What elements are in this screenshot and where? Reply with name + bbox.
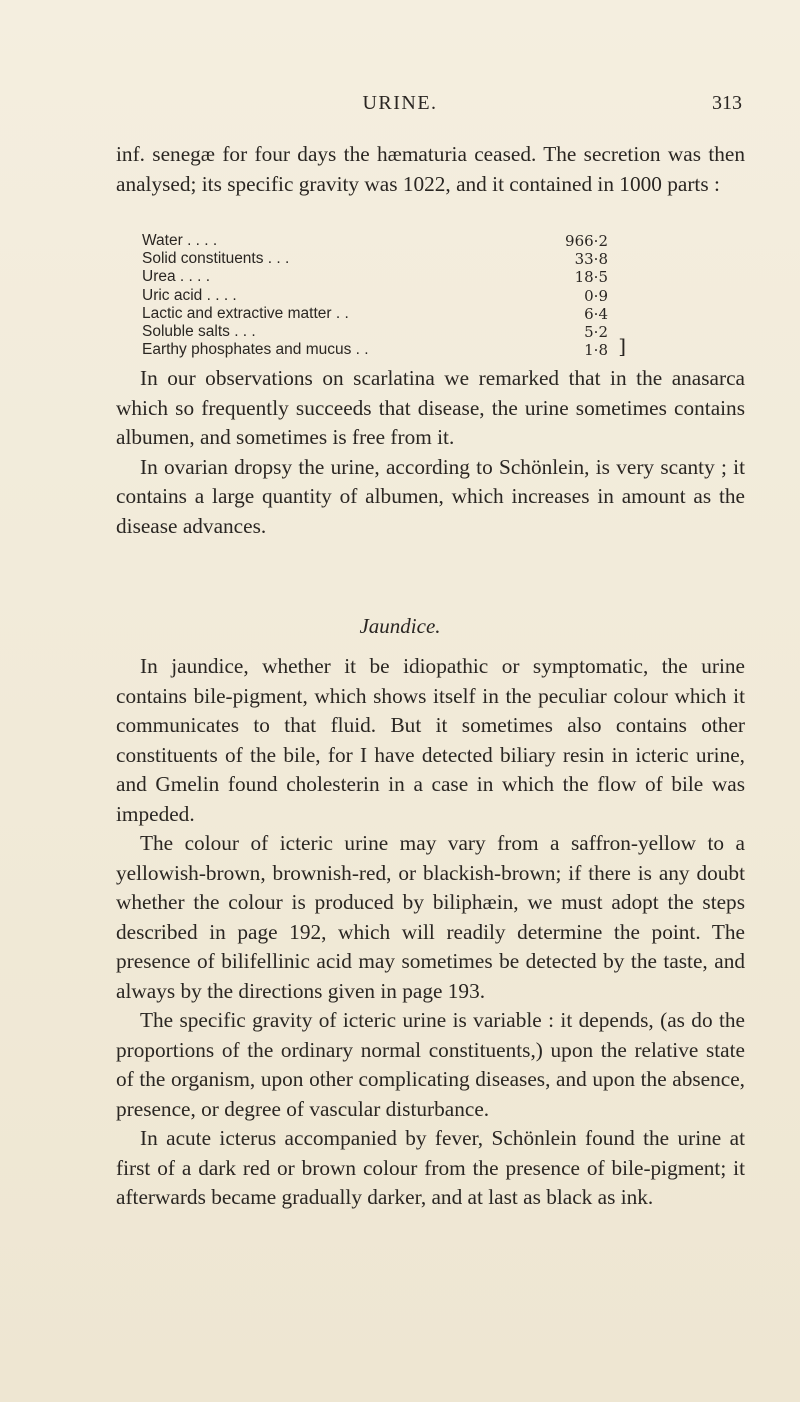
urine-analysis-table [142, 232, 662, 359]
row-label: Earthy phosphates and mucus . . [142, 341, 369, 359]
row-label: Soluble salts . . . [142, 322, 256, 340]
row-label: Uric acid . . . . [142, 286, 237, 304]
page-number: 313 [712, 92, 742, 114]
intro-paragraph: inf. senegæ for four days the hæmaturia ceased. The secretion was then analysed; its specific gravity was 1022, and it contained in 1000 parts : [116, 142, 745, 196]
paragraph: In acute icterus accompanied by fever, Schönlein found the urine at first of a dark red or brown colour from the presence of bile-pigment; it afterwards became gradually darker, and at last as black as ink. [116, 1126, 745, 1209]
row-label: Solid constituents . . . [142, 250, 290, 268]
paragraphs-before-section [116, 364, 745, 541]
row-label: Water . . . . [142, 232, 218, 249]
table-row [142, 250, 662, 268]
paragraph: In jaundice, whether it be idiopathic or symptomatic, the urine contains bile-pigment, which shows itself in the peculiar colour which it communicates to that fluid. But it sometimes also contains other constituents of the bile, for I have detected biliary resin in icteric urine, and Gmelin found cholesterin in a case in which the flow of bile was impeded. [116, 654, 745, 826]
table-row [142, 305, 662, 323]
row-label: Urea . . . . [142, 268, 211, 286]
closing-bracket-mark: ] [618, 334, 626, 359]
running-title: URINE. [362, 92, 438, 114]
row-value: 5·2 [584, 322, 608, 341]
section-body [116, 652, 745, 1213]
table-row [142, 323, 662, 341]
table-row [142, 334, 662, 360]
paragraph: In ovarian dropsy the urine, according to Schönlein, is very scanty ; it contains a large quantity of albumen, which increases in amount as the disease advances. [116, 454, 745, 538]
row-value: 33·8 [574, 250, 608, 269]
row-value: 18·5 [574, 268, 608, 287]
paragraph: The colour of icteric urine may vary from a saffron-yellow to a yellowish-brown, brownish-red, or blackish-brown; if there is any doubt whether the colour is produced by biliphæin, we must adopt the steps described in page 192, which will readily determine the point. The presence of bilifellinic acid may sometimes be detected by the taste, and always by the directions given in page 193. [116, 831, 745, 1003]
row-value: 0·9 [584, 286, 608, 305]
row-value: 966·2 [565, 232, 608, 250]
paragraph: In our observations on scarlatina we remarked that in the anasarca which so frequently succeeds that disease, the urine sometimes contains albumen, and sometimes is free from it. [116, 366, 745, 449]
page-header [0, 92, 800, 120]
table-row [142, 232, 662, 250]
row-label: Lactic and extractive matter . . [142, 304, 349, 322]
section-heading: Jaundice. [359, 614, 441, 638]
table-row [142, 287, 662, 305]
paragraph: The specific gravity of icteric urine is variable : it depends, (as do the proportions of the ordinary normal constituents,) upon the relative state of the organism, upon other complicating diseases, and upon the absence, presence, or degree of vascular disturbance. [116, 1008, 745, 1121]
row-value: 6·4 [584, 304, 608, 323]
intro-paragraph-block [116, 140, 745, 199]
row-value: 1·8 [584, 341, 608, 360]
table-row [142, 268, 662, 286]
